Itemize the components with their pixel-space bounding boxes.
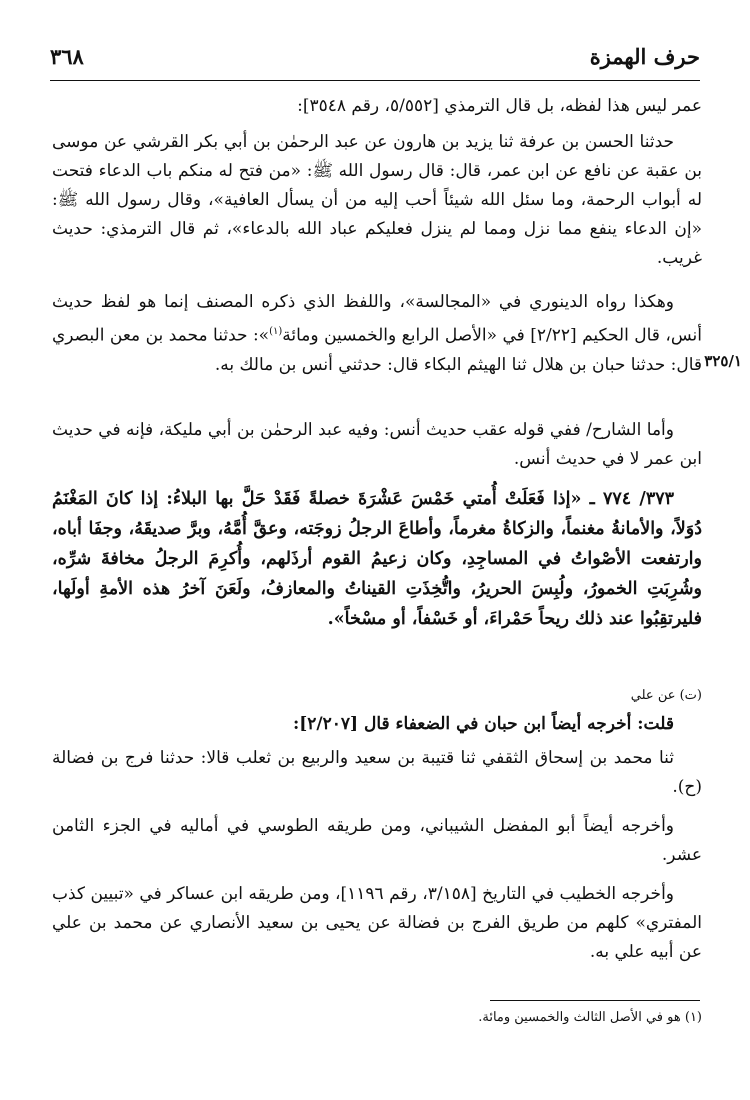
paragraph-8	[52, 880, 702, 967]
paragraph-4	[52, 416, 702, 474]
paragraph-text: وأخرجه أيضاً أبو المفضل الشيباني، ومن طريقه الطوسي في أماليه في الجزء الثامن عشر.	[52, 816, 702, 865]
page-header	[50, 40, 700, 81]
paragraph-text: ثنا محمد بن إسحاق الثقفي ثنا قتيبة بن سعيد والربيع بن ثعلب قالا: حدثنا فرج بن فضالة (ح).	[52, 748, 702, 797]
chapter-title: حرف الهمزة	[589, 44, 700, 69]
hadith-body: ٣٧٣/ ٧٧٤ ـ «إذا فَعَلَتْ أُمتي خَمْسَ عَشْرَةَ خصلةً فَقَدْ حَلَّ بها البلاءُ: إذا كانَ المَغْنَمُ دُوَلاً، والأمانةُ مغنماً، والزكاةُ مغرماً، وأطاعَ الرجلُ زوجَته، وعقَّ أُمَّهُ، وبرَّ صديقَهُ، وجفَا أباه، وارتفعت الأصْواتُ في المساجِدِ، وكان زعيمُ القوم أرذَلهم، وأُكرِمَ الرجلُ مخافةَ شرِّه، وشُرِبَتِ الخمورُ، ولُبِسَ الحريرُ، واتُّخِذَتِ القيناتُ والمعازفُ، ولَعَنَ آخرُ هذه الأمةِ أولَها، فليرتقِبُوا عند ذلك ريحاً حَمْراءَ، أو خَسْفاً، أو مسْخاً».	[52, 489, 702, 629]
paragraph-6	[52, 744, 702, 802]
paragraph-text: وأما الشارح/ ففي قوله عقب حديث أنس: وفيه عبد الرحمٰن بن أبي مليكة، فإنه في حديث ابن عمر لا في حديث أنس.	[52, 420, 702, 469]
footnote-text: هو في الأصل الثالث والخمسين ومائة.	[478, 1010, 681, 1025]
paragraph-3	[52, 288, 702, 380]
footnote-marker: (١)	[269, 326, 283, 337]
paragraph-7	[52, 812, 702, 870]
hadith-text	[52, 484, 702, 634]
paragraph-5	[52, 710, 702, 739]
paragraph-2	[52, 128, 702, 273]
paragraph-text	[52, 288, 702, 380]
paragraph-3-part-b: »: حدثنا محمد بن معن البصري قال: حدثنا حبان بن هلال ثنا الهيثم البكاء قال: حدثني أنس بن مالك به.	[52, 325, 702, 375]
paragraph-text: قلت: أخرجه أيضاً ابن حبان في الضعفاء قال [٢/٢٠٧]:	[292, 714, 674, 734]
paragraph-text: حدثنا الحسن بن عرفة ثنا يزيد بن هارون عن عبد الرحمٰن بن أبي بكر القرشي عن موسى بن عقبة عن نافع عن ابن عمر، قال: قال رسول الله ﷺ: «من فتح له منكم باب الدعاء فتحت له أبواب الرحمة، وما سئل الله شيئاً أحب إليه من أن يسأل العافية»، وقال رسول الله ﷺ: «إن الدعاء ينفع مما نزل ومما لم ينزل فعليكم عباد الله بالدعاء»، ثم قال الترمذي: حديث غريب.	[52, 132, 702, 268]
source-note: (ت) عن علي	[630, 688, 702, 703]
page-number: ٣٦٨	[50, 44, 84, 69]
paragraph-3-part-a: وهكذا رواه الدينوري في «المجالسة»، واللفظ الذي ذكره المصنف إنما هو لفظ حديث أنس، قال الحكيم [٢/٢٢] في «الأصل الرابع والخمسين ومائة	[52, 292, 702, 346]
paragraph-text: عمر ليس هذا لفظه، بل قال الترمذي [٥/٥٥٢، رقم ٣٥٤٨]:	[297, 96, 702, 116]
footnote-number: (١)	[684, 1010, 702, 1025]
footnote	[52, 1008, 702, 1028]
margin-reference: ٣٢٥/١	[704, 352, 742, 370]
paragraph-1	[52, 92, 702, 121]
paragraph-text: وأخرجه الخطيب في التاريخ [٣/١٥٨، رقم ١١٩٦]، ومن طريقه ابن عساكر في «تبيين كذب المفتري» كلهم من طريق الفرج بن فضالة عن يحيى بن سعيد الأنصاري عن محمد بن علي عن أبيه علي به.	[52, 884, 702, 962]
footnote-separator	[490, 1000, 700, 1001]
